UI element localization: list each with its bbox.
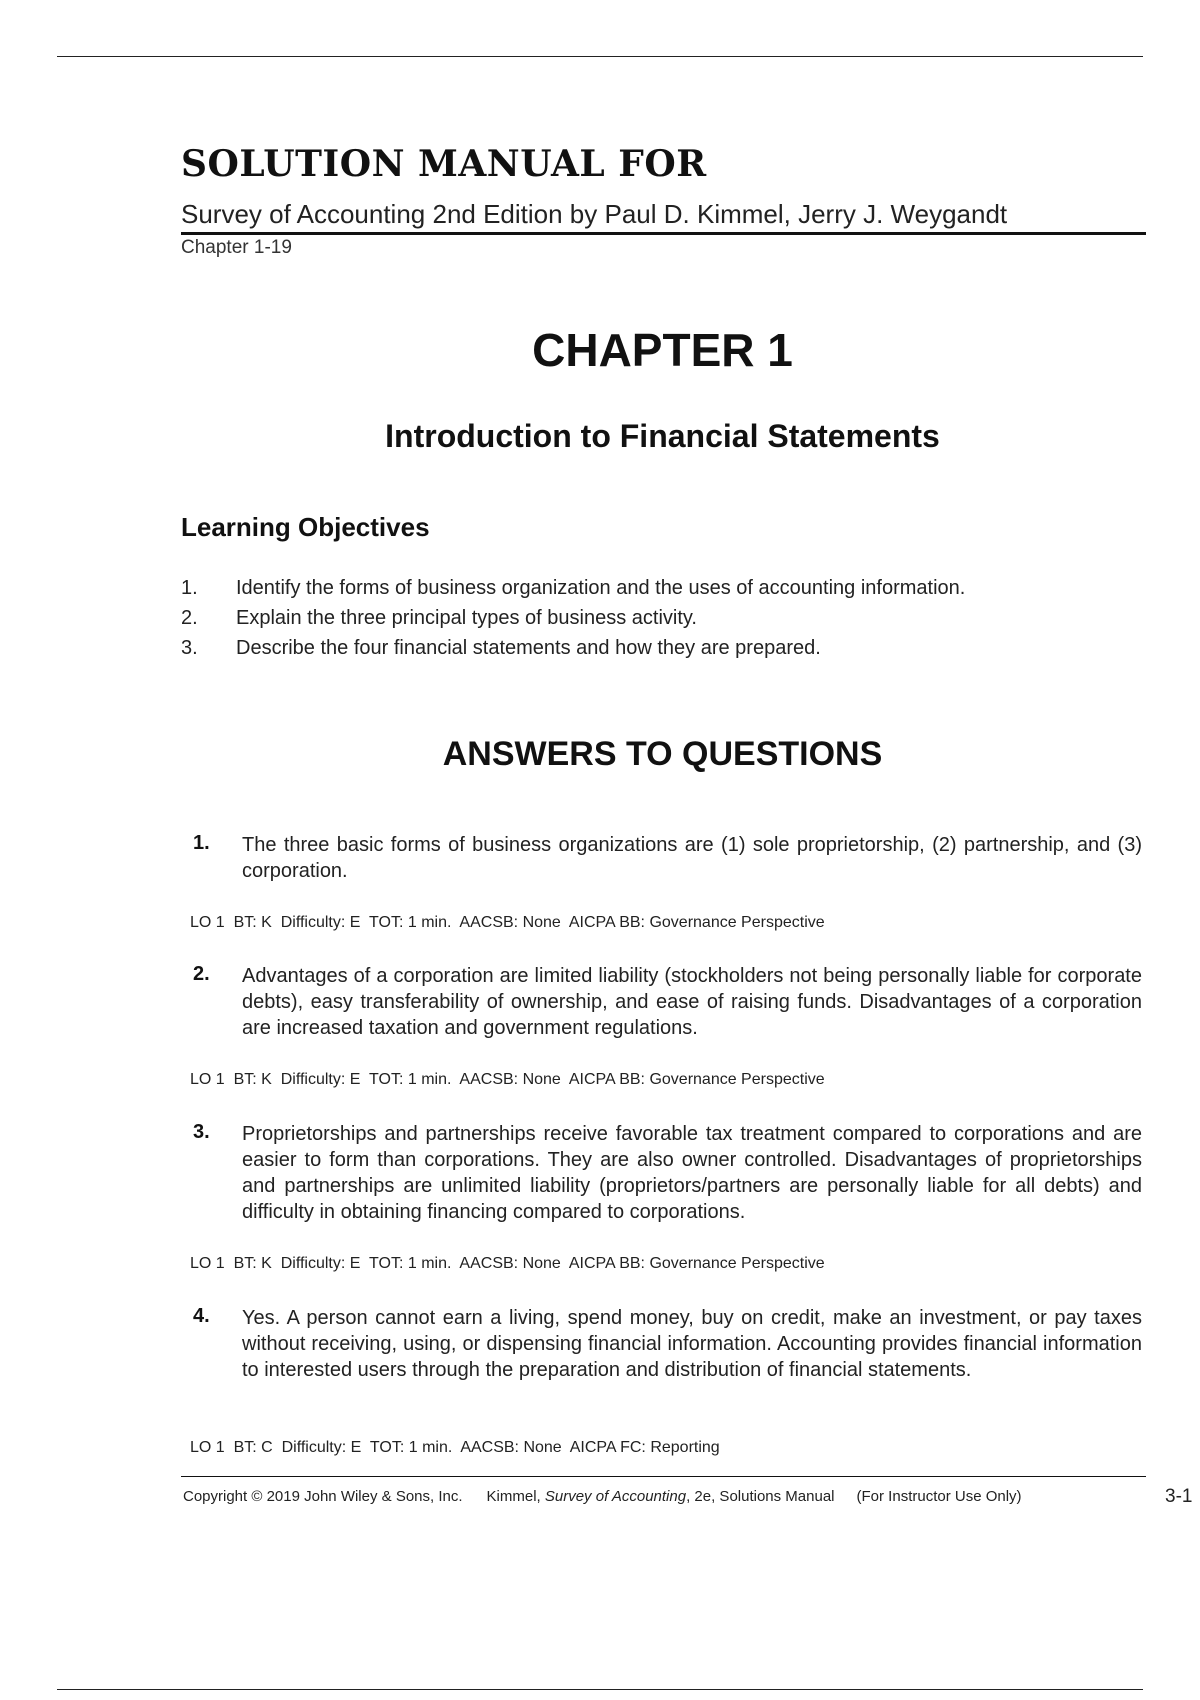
manual-title: SOLUTION MANUAL FOR	[181, 143, 707, 185]
question-number: 2.	[193, 963, 210, 985]
question-number: 1.	[193, 832, 210, 854]
copyright-text: Copyright © 2019 John Wiley & Sons, Inc.	[183, 1488, 463, 1505]
book-edition: , 2e, Solutions Manual	[686, 1488, 835, 1505]
learning-objective	[181, 607, 1141, 637]
chapter-heading: CHAPTER 1	[532, 324, 793, 376]
question-meta: LO 1 BT: K Difficulty: E TOT: 1 min. AACSB: None AICPA BB: Governance Perspective	[190, 1071, 825, 1088]
bottom-rule	[57, 1689, 1143, 1690]
page-number: 3-1	[1165, 1486, 1193, 1507]
header-rule	[181, 232, 1146, 235]
usage-note: (For Instructor Use Only)	[856, 1488, 1022, 1505]
book-title: Survey of Accounting	[544, 1488, 687, 1505]
objective-number: 3.	[181, 637, 198, 659]
question-number: 4.	[193, 1305, 210, 1327]
question-answer: Yes. A person cannot earn a living, spend money, buy on credit, make an investment, or pay taxes without receiving, using, or dispensing financial information. Accounting provides financial information to interested users through the preparation and distribution of financial statements.	[242, 1307, 1142, 1381]
answers-heading: ANSWERS TO QUESTIONS	[442, 735, 883, 773]
footer-rule	[181, 1476, 1146, 1477]
question-answer: The three basic forms of business organizations are (1) sole proprietorship, (2) partnership, and (3) corporation.	[242, 834, 1142, 882]
question-number: 3.	[193, 1121, 210, 1143]
objective-text: Describe the four financial statements and how they are prepared.	[236, 637, 821, 659]
top-rule	[57, 56, 1143, 57]
chapter-title: Introduction to Financial Statements	[385, 418, 940, 454]
question-answer: Proprietorships and partnerships receive favorable tax treatment compared to corporations and are easier to form than corporations. They are also owner controlled. Disadvantages of proprietorships and partnerships are unlimited liability (proprietors/partners are personally liable for all debts) and difficulty in obtaining financing compared to corporations.	[242, 1123, 1142, 1223]
learning-objectives-heading: Learning Objectives	[181, 512, 430, 542]
question-answer: Advantages of a corporation are limited liability (stockholders not being personally liable for corporate debts), easy transferability of ownership, and ease of raising funds. Disadvantages of a corporation are increased taxation and government regulations.	[242, 965, 1142, 1039]
learning-objectives-list	[181, 577, 1141, 667]
objective-text: Identify the forms of business organization and the uses of accounting information.	[236, 577, 966, 599]
learning-objective	[181, 637, 1141, 667]
question-meta: LO 1 BT: C Difficulty: E TOT: 1 min. AACSB: None AICPA FC: Reporting	[190, 1439, 720, 1456]
objective-number: 1.	[181, 577, 198, 599]
question-meta: LO 1 BT: K Difficulty: E TOT: 1 min. AACSB: None AICPA BB: Governance Perspective	[190, 1255, 825, 1272]
objective-number: 2.	[181, 607, 198, 629]
question-meta: LO 1 BT: K Difficulty: E TOT: 1 min. AACSB: None AICPA BB: Governance Perspective	[190, 914, 825, 931]
objective-text: Explain the three principal types of business activity.	[236, 607, 697, 629]
footer-copyright-line	[183, 1488, 1022, 1505]
book-author: Kimmel,	[486, 1488, 545, 1505]
chapter-range: Chapter 1-19	[181, 237, 292, 258]
learning-objective	[181, 577, 1141, 607]
book-subtitle: Survey of Accounting 2nd Edition by Paul D. Kimmel, Jerry J. Weygandt	[181, 199, 1008, 229]
